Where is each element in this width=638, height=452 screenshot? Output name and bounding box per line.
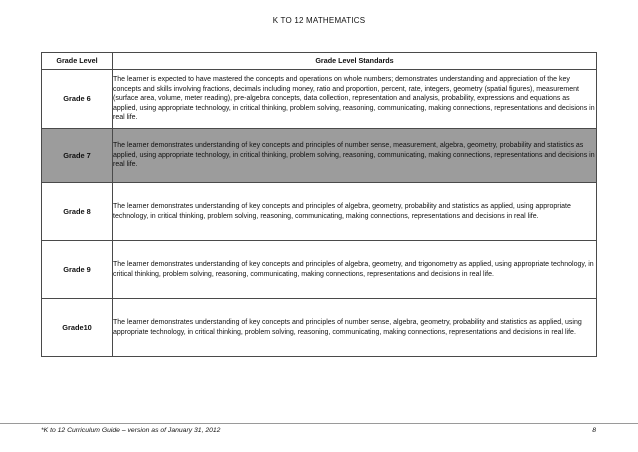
footer-page-number: 8 <box>592 427 596 434</box>
column-header-grade-level: Grade Level <box>42 53 113 70</box>
grade-level-standards-table <box>41 52 597 357</box>
grade-cell: Grade 7 <box>42 129 113 183</box>
standard-cell: The learner demonstrates understanding of key concepts and principles of number sense, algebra, geometry, probability and statistics as applied, using appropriate technology, in critical thinking, problem solving, reasoning, communicating, making connections, representations and decisions in real life. <box>113 299 597 357</box>
standard-cell: The learner demonstrates understanding of key concepts and principles of algebra, geometry, and trigonometry as applied, using appropriate technology, in critical thinking, problem solving, reasoning, communicating, making connections, representations and decisions in real life. <box>113 241 597 299</box>
standard-cell: The learner demonstrates understanding of key concepts and principles of algebra, geometry, probability and statistics as applied, using appropriate technology, in critical thinking, problem solving, reasoning, communicating, making connections, representations and decisions in real life. <box>113 183 597 241</box>
table-row <box>42 70 597 129</box>
footer-divider <box>0 423 638 424</box>
grade-cell: Grade10 <box>42 299 113 357</box>
footer-version-note: *K to 12 Curriculum Guide – version as of January 31, 2012 <box>41 427 221 434</box>
column-header-grade-level-standards: Grade Level Standards <box>113 53 597 70</box>
grade-cell: Grade 6 <box>42 70 113 129</box>
document-header-title: K TO 12 MATHEMATICS <box>272 16 366 25</box>
table-row <box>42 241 597 299</box>
table-header-row <box>42 53 597 70</box>
grade-cell: Grade 9 <box>42 241 113 299</box>
table-row <box>42 299 597 357</box>
standard-cell: The learner demonstrates understanding of key concepts and principles of number sense, measurement, algebra, geometry, probability and statistics as applied, using appropriate technology, in critical thinking, problem solving, reasoning, communicating, making connections, representations and decisions in real life. <box>113 129 597 183</box>
table-row <box>42 129 597 183</box>
standard-cell: The learner is expected to have mastered the concepts and operations on whole numbers; demonstrates understanding and appreciation of the key concepts and skills involving fractions, decimals including money, ratio and proportion, percent, rate, integers, geometry (spatial figures), measurement (surface area, volume, meter reading), pre-algebra concepts, data collection, representation and analysis, probability, expressions and equations as applied, using appropriate technology, in critical thinking, problem solving, reasoning, communicating, making connections, representations and decisions in real life. <box>113 70 597 129</box>
grade-cell: Grade 8 <box>42 183 113 241</box>
table-row <box>42 183 597 241</box>
